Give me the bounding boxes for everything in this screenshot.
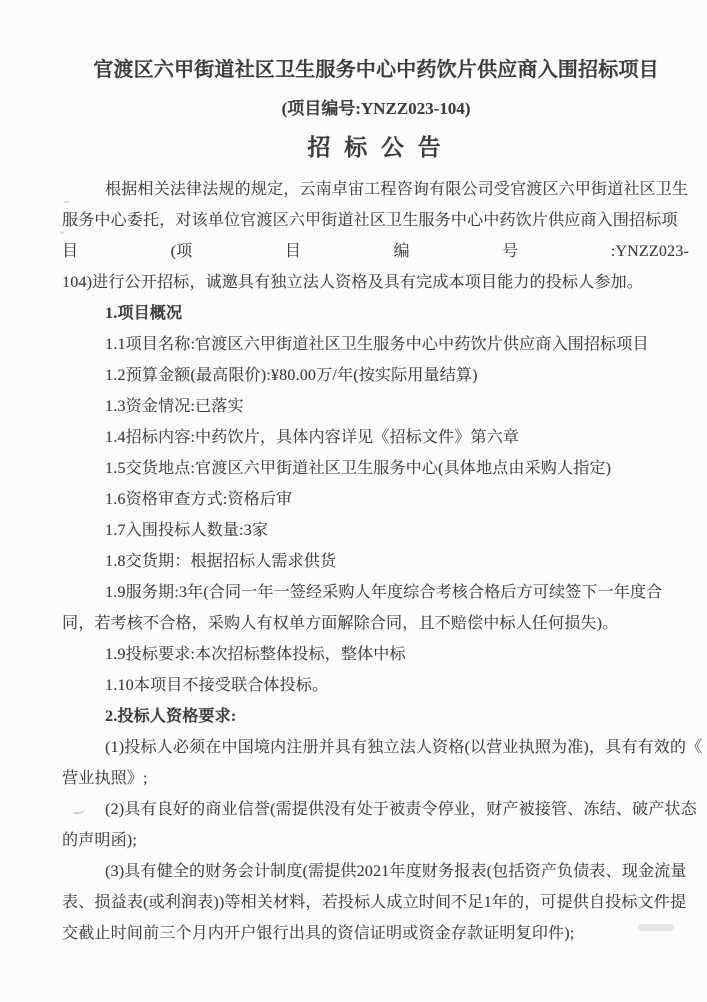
section-2-heading: 2.投标人资格要求:: [105, 708, 237, 725]
document-body: [62, 174, 703, 949]
item-1-9-bid-requirement: 1.9投标要求:本次招标整体投标，整体中标: [105, 646, 406, 663]
item-1-3: 1.3资金情况:已落实: [105, 398, 244, 415]
clause-1-line-1: (1)投标人必须在中国境内注册并具有独立法人资格(以营业执照为准)，具有有效的《: [105, 739, 703, 756]
item-1-6: 1.6资格审查方式:资格后审: [105, 491, 293, 508]
spread-token: (项: [170, 243, 193, 260]
item-1-2: 1.2预算金额(最高限价):¥80.00万/年(按实际用量结算): [105, 367, 478, 384]
clause-3-line-1: (3)具有健全的财务会计制度(需提供2021年度财务报表(包括资产负债表、现金流量: [105, 863, 687, 880]
clause-1-line-2: 营业执照》;: [62, 770, 148, 787]
spread-token: 目: [284, 243, 302, 260]
item-1-7: 1.7入围投标人数量:3家: [105, 522, 269, 539]
spread-token: 号: [502, 243, 519, 260]
item-1-8: 1.8交货期：根据招标人需求供货: [105, 553, 337, 570]
item-1-9-service-line-1: 1.9服务期:3年(合同一年一签经采购人年度综合考核合格后方可续签下一年度合: [105, 584, 663, 601]
project-number: (项目编号:YNZZ023-104): [281, 99, 471, 118]
notice-heading: 招 标 公 告: [307, 135, 445, 160]
spread-token: 编: [393, 243, 410, 260]
item-1-4: 1.4招标内容:中药饮片，具体内容详见《招标文件》第六章: [105, 429, 520, 446]
intro-line-1: 根据相关法律法规的规定，云南卓宙工程咨询有限公司受官渡区六甲街道社区卫生: [105, 181, 689, 198]
spread-token: 目: [62, 243, 79, 260]
clause-3-line-3: 交截止时间前三个月内开户银行出具的资信证明或资金存款证明复印件);: [62, 925, 575, 942]
item-1-9-service-line-2: 同，若考核不合格，采购人有权单方面解除合同，且不赔偿中标人任何损失)。: [62, 615, 619, 632]
clause-2-line-1: (2)具有良好的商业信誉(需提供没有处于被责令停业，财产被接管、冻结、破产状态: [105, 801, 697, 818]
item-1-1: 1.1项目名称:官渡区六甲街道社区卫生服务中心中药饮片供应商入围招标项目: [105, 336, 649, 353]
intro-line-2: 服务中心委托，对该单位官渡区六甲街道社区卫生服务中心中药饮片供应商入围招标项: [62, 212, 678, 229]
page-title: 官渡区六甲街道社区卫生服务中心中药饮片供应商入围招标项目: [93, 59, 659, 81]
spread-token: :YNZZ023-: [610, 243, 689, 260]
clause-3-line-2: 表、损益表(或利润表))等相关材料，若投标人成立时间不足1年的，可提供自投标文件提: [62, 894, 687, 911]
document-content: [62, 0, 703, 949]
section-1-heading: 1.项目概况: [105, 305, 183, 322]
intro-line-4: 104)进行公开招标，诚邀具有独立法人资格及具有完成本项目能力的投标人参加。: [62, 274, 643, 291]
intro-line-3-justified: [62, 236, 690, 267]
item-1-10: 1.10本项目不接受联合体投标。: [105, 677, 329, 694]
item-1-5: 1.5交货地点:官渡区六甲街道社区卫生服务中心(具体地点由采购人指定): [105, 460, 612, 477]
clause-2-line-2: 的声明函);: [62, 832, 137, 849]
